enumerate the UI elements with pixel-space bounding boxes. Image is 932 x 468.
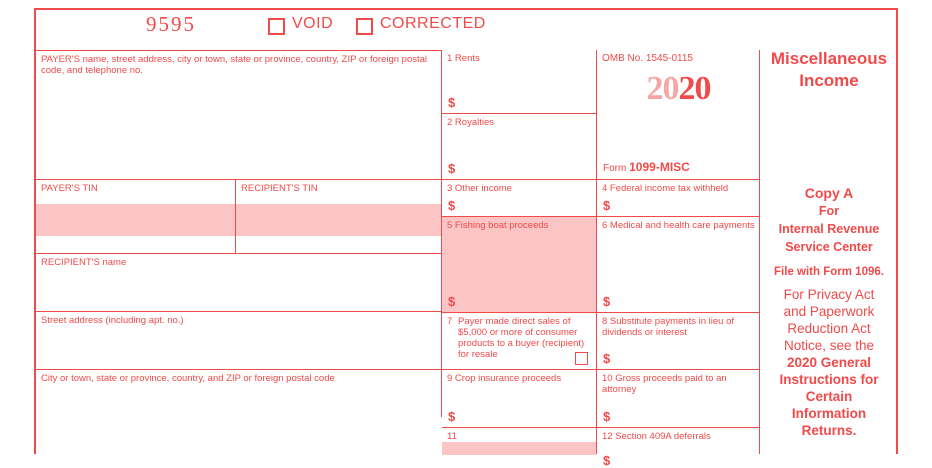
- privacy-line-9: Returns.: [801, 423, 857, 438]
- box-11-label: 11: [447, 431, 457, 442]
- street-address-field[interactable]: [36, 311, 442, 369]
- form-title-line2: Income: [799, 71, 859, 90]
- street-address-label: Street address (including apt. no.): [41, 315, 184, 326]
- form-word: Form: [603, 163, 627, 174]
- box-2-royalties[interactable]: [442, 113, 597, 179]
- box-3-other-income[interactable]: [442, 179, 597, 216]
- box-3-label: 3 Other income: [447, 183, 512, 194]
- box-9-dollar-sign: $: [448, 409, 456, 424]
- box-10-gross-proceeds-attorney[interactable]: [597, 369, 760, 427]
- box-10-label: 10 Gross proceeds paid to an attorney: [602, 373, 727, 395]
- tax-year-prefix: 20: [646, 70, 679, 107]
- box-1-rents[interactable]: [442, 50, 597, 113]
- city-state-zip-field[interactable]: [36, 369, 442, 417]
- city-state-zip-label: City or town, state or province, country, and ZIP or foreign postal code: [41, 373, 335, 384]
- box-7-direct-sales[interactable]: [442, 312, 597, 369]
- box-6-dollar-sign: $: [603, 294, 611, 309]
- form-name-line: [603, 160, 690, 174]
- privacy-line-5: 2020 General: [786, 355, 872, 370]
- box-5-label: 5 Fishing boat proceeds: [447, 220, 549, 231]
- payer-info-field[interactable]: [36, 50, 442, 179]
- copy-a-irs-line1: Internal Revenue: [778, 222, 880, 236]
- form-serial-number: 9595: [146, 12, 196, 36]
- privacy-act-notice: [760, 286, 898, 439]
- box-5-fishing-boat-proceeds[interactable]: [442, 216, 597, 312]
- omb-number: OMB No. 1545-0115: [602, 53, 693, 64]
- box-6-medical-health-payments[interactable]: [597, 216, 760, 312]
- void-checkbox[interactable]: [268, 18, 285, 35]
- box-2-dollar-sign: $: [448, 161, 456, 176]
- box-9-crop-insurance-proceeds[interactable]: [442, 369, 597, 427]
- payer-info-label: PAYER'S name, street address, city or town, state or province, country, ZIP or foreign postal code, and telephone no.: [41, 54, 428, 76]
- box-4-federal-income-tax-withheld[interactable]: [597, 179, 760, 216]
- privacy-line-2: and Paperwork: [783, 304, 875, 319]
- recipient-name-field[interactable]: [36, 253, 442, 311]
- copy-a-title: Copy A: [804, 185, 854, 201]
- corrected-checkbox[interactable]: [356, 18, 373, 35]
- privacy-line-4: Notice, see the: [783, 338, 875, 353]
- box-9-label: 9 Crop insurance proceeds: [447, 373, 562, 384]
- copy-a-for: For: [818, 204, 840, 218]
- privacy-line-6: Instructions for: [779, 372, 879, 387]
- box-7-checkbox[interactable]: [575, 352, 588, 365]
- box-1-dollar-sign: $: [448, 95, 456, 110]
- box-12-label: 12 Section 409A deferrals: [602, 431, 711, 442]
- privacy-line-3: Reduction Act: [787, 321, 871, 336]
- form-title: [760, 48, 898, 92]
- payer-tin-field[interactable]: [36, 179, 236, 253]
- box-11[interactable]: [442, 427, 597, 454]
- recipient-tin-field[interactable]: [236, 179, 442, 253]
- box-4-dollar-sign: $: [603, 198, 611, 213]
- privacy-line-7: Certain: [805, 389, 853, 404]
- box-4-label: 4 Federal income tax withheld: [602, 183, 729, 194]
- payer-tin-entry-area[interactable]: [36, 204, 235, 236]
- privacy-line-1: For Privacy Act: [783, 287, 875, 302]
- box-7-description: Payer made direct sales of $5,000 or more of consumer products to a buyer (recipient) for resale: [458, 316, 585, 360]
- corrected-label: CORRECTED: [380, 15, 486, 32]
- recipient-name-label: RECIPIENT'S name: [41, 257, 127, 268]
- omb-block: [597, 50, 760, 179]
- box-6-label: 6 Medical and health care payments: [602, 220, 755, 231]
- form-top-strip: [36, 10, 896, 50]
- copy-a-irs-line2: Service Center: [785, 240, 873, 254]
- box-1-label: 1 Rents: [447, 53, 480, 64]
- box-7-label: 7: [447, 316, 453, 327]
- box-10-dollar-sign: $: [603, 409, 611, 424]
- recipient-tin-entry-area[interactable]: [236, 204, 441, 236]
- form-1099-misc: [34, 8, 898, 468]
- privacy-line-8: Information: [791, 406, 867, 421]
- tax-year: [602, 70, 755, 108]
- box-3-dollar-sign: $: [448, 198, 456, 213]
- form-grid: [36, 50, 896, 468]
- box-5-dollar-sign: $: [448, 294, 456, 309]
- box-12-dollar-sign: $: [603, 453, 611, 468]
- box-8-dollar-sign: $: [603, 351, 611, 366]
- copy-a-info-column: [760, 50, 898, 454]
- recipient-tin-label: RECIPIENT'S TIN: [241, 183, 318, 194]
- tax-year-suffix: 20: [678, 70, 711, 107]
- box-11-entry-area[interactable]: [442, 442, 596, 455]
- box-12-section-409a-deferrals[interactable]: [597, 427, 760, 468]
- copy-a-block: [760, 184, 898, 256]
- form-title-line1: Miscellaneous: [770, 49, 888, 68]
- box-8-label: 8 Substitute payments in lieu of dividends or interest: [602, 316, 735, 338]
- payer-tin-label: PAYER'S TIN: [41, 183, 98, 194]
- box-2-label: 2 Royalties: [447, 117, 494, 128]
- box-8-substitute-payments[interactable]: [597, 312, 760, 369]
- file-with-form-1096: File with Form 1096.: [774, 266, 884, 278]
- form-name: 1099-MISC: [629, 160, 690, 174]
- void-label: VOID: [292, 15, 334, 32]
